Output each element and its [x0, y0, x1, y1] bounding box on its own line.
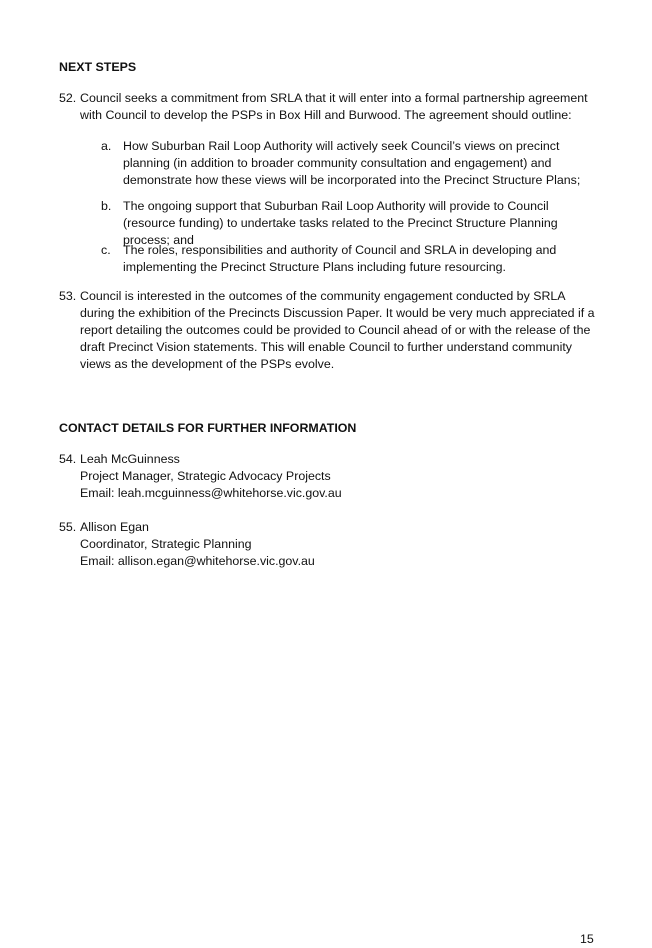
next-steps-heading: NEXT STEPS [59, 60, 137, 74]
page-number: 15 [580, 932, 594, 946]
subitem-letter: c. [101, 243, 111, 257]
contact-email: Email: leah.mcguinness@whitehorse.vic.gov.au [80, 486, 342, 500]
subitem-c [101, 242, 601, 276]
subitem-letter: b. [101, 199, 112, 213]
contact-heading: CONTACT DETAILS FOR FURTHER INFORMATION [59, 421, 357, 435]
paragraph-number: 52. [59, 91, 77, 105]
subitem-text: The ongoing support that Suburban Rail Loop Authority will provide to Council (resource funding) to undertake tasks related to the Precinct Structure Planning process; and [123, 199, 558, 247]
paragraph-number: 54. [59, 452, 77, 466]
contact-role: Project Manager, Strategic Advocacy Projects [80, 469, 331, 483]
paragraph-number: 55. [59, 520, 77, 534]
paragraph-number: 53. [59, 289, 77, 303]
paragraph-52 [59, 90, 599, 124]
paragraph-53 [59, 288, 599, 373]
subitem-a [101, 138, 601, 189]
contact-role: Coordinator, Strategic Planning [80, 537, 252, 551]
subitem-text: The roles, responsibilities and authority of Council and SRLA in developing and implementing the Precinct Structure Plans including future resourcing. [123, 243, 557, 274]
contact-name: Allison Egan [80, 520, 149, 534]
subitem-text: How Suburban Rail Loop Authority will actively seek Council’s views on precinct planning (in addition to broader community consultation and engagement) and demonstrate how these views will be incorporated into the Precinct Structure Plans; [123, 139, 581, 187]
paragraph-text: Council seeks a commitment from SRLA that it will enter into a formal partnership agreement with Council to develop the PSPs in Box Hill and Burwood. The agreement should outline: [80, 91, 588, 122]
contact-email: Email: allison.egan@whitehorse.vic.gov.au [80, 554, 315, 568]
contact-item-54 [59, 451, 599, 502]
paragraph-text: Council is interested in the outcomes of the community engagement conducted by SRLA during the exhibition of the Precincts Discussion Paper. It would be very much appreciated if a report detailing the outcomes could be provided to Council ahead of or with the release of the draft Precinct Vision statements. This will enable Council to further understand community views as the development of the PSPs evolve. [80, 289, 595, 371]
subitem-letter: a. [101, 139, 112, 153]
contact-name: Leah McGuinness [80, 452, 180, 466]
contact-item-55 [59, 519, 599, 570]
